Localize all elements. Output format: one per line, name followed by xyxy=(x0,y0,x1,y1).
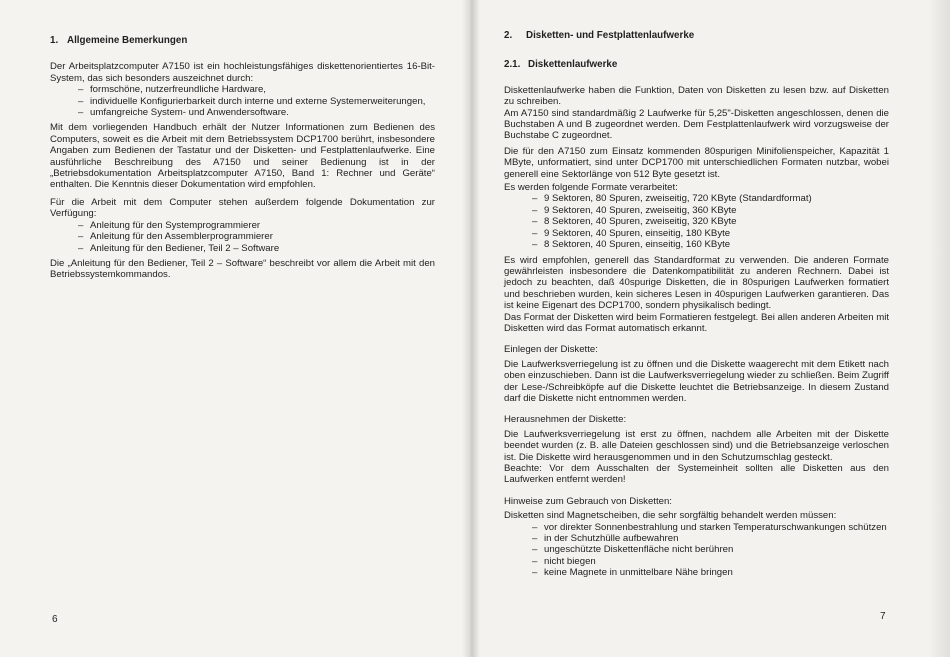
list-item: – 9 Sektoren, 40 Spuren, einseitig, 180 KByte xyxy=(532,227,731,239)
insert-paragraph: Die Laufwerksverriegelung ist zu öffnen und die Diskette waagerecht mit dem Etikett nach oben einzuschieben. Dann ist die Laufwerksverriegelung wieder zu schließen. Beim Zugriff der Lese-/Schreibköpfe auf die Diskette leuchtet die Betriebsanzeige. In diesem Zustand darf die Diskette nicht entnommen werden. xyxy=(504,358,889,404)
drives-paragraph: Am A7150 sind standardmäßig 2 Laufwerke für 5,25"-Disketten angeschlossen, denen die Buchstaben A und B zugeordnet werden. Dem Festplattenlaufwerk wird vorzugsweise der Buchstabe C zugeordnet. xyxy=(504,107,889,142)
handbook-paragraph: Mit dem vorliegenden Handbuch erhält der Nutzer Informationen zum Bedienen des Computers, soweit es die Arbeit mit dem Betriebssystem DCP1700 berührt, insbesondere Angaben zum Bedienen der Tastatur und der Disketten- und Festplattenlaufwerke. Eine ausführliche Beschreibung des A7150 und seiner Bedienung ist in der „Betriebsdokumentation Arbeitsplatzcomputer A7150, Band 1: Rechner und Geräte“ enthalten. Die Kenntnis dieser Dokumentation wird empfohlen. xyxy=(50,122,435,191)
list-item: – umfangreiche System- und Anwendersoftware. xyxy=(78,107,289,119)
documentation-list xyxy=(50,220,435,254)
list-item: – Anleitung für den Assemblerprogrammierer xyxy=(78,231,273,243)
formats-list xyxy=(504,193,889,250)
subsection-number: 2.1. xyxy=(504,59,521,71)
intro-paragraph: Der Arbeitsplatzcomputer A7150 ist ein hochleistungsfähiges diskettenorientiertes 16-Bit-System, das sich besonders auszeichnet durch: xyxy=(50,61,435,84)
hints-heading: Hinweise zum Gebrauch von Disketten: xyxy=(504,495,672,507)
section-title: Disketten- und Festplattenlaufwerke xyxy=(526,30,695,41)
list-item: – 8 Sektoren, 40 Spuren, einseitig, 160 KByte xyxy=(532,239,731,251)
list-item: – formschöne, nutzerfreundliche Hardware, xyxy=(78,84,266,96)
section-number: 2. xyxy=(504,30,513,41)
list-item: – 9 Sektoren, 80 Spuren, zweiseitig, 720 KByte (Standardformat) xyxy=(532,193,812,205)
format-detection-paragraph: Das Format der Disketten wird beim Formatieren festgelegt. Bei allen anderen Arbeiten mit Disketten wird das Format automatisch erkannt. xyxy=(504,311,889,334)
subsection-heading xyxy=(504,59,889,70)
subsection-title: Diskettenlaufwerke xyxy=(528,59,618,71)
section-heading-2 xyxy=(504,30,889,41)
section-number: 1. xyxy=(50,35,59,46)
remove-note: Beachte: Vor dem Ausschalten der Systemeinheit sollten alle Disketten aus den Laufwerken entfernt werden! xyxy=(504,463,889,486)
formats-intro: Es werden folgende Formate verarbeitet: xyxy=(504,182,678,194)
remove-paragraph: Die Laufwerksverriegelung ist erst zu öffnen, nachdem alle Arbeiten mit der Diskette beendet wurden (z. B. alle Dateien geschlossen sind) und die Betriebsanzeige verloschen ist. Die Diskette wird herausgenommen und in den Schutzumschlag gesteckt. xyxy=(504,428,889,463)
book-gutter xyxy=(462,0,480,657)
page-number-right: 7 xyxy=(880,611,886,622)
list-item: – nicht biegen xyxy=(532,555,596,567)
list-item: – ungeschützte Diskettenfläche nicht berühren xyxy=(532,544,734,556)
list-item: – 8 Sektoren, 40 Spuren, zweiseitig, 320 KByte xyxy=(532,216,737,228)
section-heading-1 xyxy=(50,35,435,46)
right-column xyxy=(504,30,889,579)
recommendation-paragraph: Es wird empfohlen, generell das Standardformat zu verwenden. Die anderen Formate gewährleisten insbesondere die Datenkompatibilität zu anderen Rechnern. Dabei ist jedoch zu beachten, daß 40spurige Disketten, die in 80spurigen Laufwerken formatiert und beschrieben wurden, kein sicheres Lesen in 40spurigen Laufwerken garantieren. Das ist keine Eigenart des DCP1700, sondern physikalisch bedingt. xyxy=(504,254,889,312)
operator-paragraph: Die „Anleitung für den Bediener, Teil 2 – Software“ beschreibt vor allem die Arbeit mit den Betriebssystemkommandos. xyxy=(50,257,435,281)
list-item: – Anleitung für den Systemprogrammierer xyxy=(78,219,261,231)
function-paragraph: Diskettenlaufwerke haben die Funktion, Daten von Disketten zu lesen bzw. auf Disketten zu schreiben. xyxy=(504,84,889,108)
list-item: – Anleitung für den Bediener, Teil 2 – Software xyxy=(78,242,280,254)
page-edge-shadow xyxy=(928,0,950,657)
feature-list xyxy=(50,84,435,118)
left-column xyxy=(50,35,435,281)
section-title: Allgemeine Bemerkungen xyxy=(67,35,188,46)
documentation-paragraph: Für die Arbeit mit dem Computer stehen außerdem folgende Dokumentation zur Verfügung: xyxy=(50,196,435,220)
list-item: – vor direkter Sonnenbestrahlung und starken Temperaturschwankungen schützen xyxy=(532,521,887,533)
hints-list xyxy=(504,522,889,579)
list-item: – in der Schutzhülle aufbewahren xyxy=(532,533,679,545)
insert-heading: Einlegen der Diskette: xyxy=(504,344,598,356)
hints-intro: Disketten sind Magnetscheiben, die sehr sorgfältig behandelt werden müssen: xyxy=(504,510,837,522)
page-number-left: 6 xyxy=(52,614,58,625)
remove-heading: Herausnehmen der Diskette: xyxy=(504,414,627,426)
capacity-paragraph: Die für den A7150 zum Einsatz kommenden 80spurigen Minifolienspeicher, Kapazität 1 MByte, unformatiert, sind unter DCP1700 mit unterschiedlichen Formaten nutzbar, wobei generell eine Sektorlänge von 512 Byte gesetzt ist. xyxy=(504,145,889,180)
list-item: – 9 Sektoren, 40 Spuren, zweiseitig, 360 KByte xyxy=(532,204,737,216)
list-item: – individuelle Konfigurierbarkeit durch interne und externe Systemerweiterungen, xyxy=(78,95,426,107)
list-item: – keine Magnete in unmittelbare Nähe bringen xyxy=(532,567,733,579)
